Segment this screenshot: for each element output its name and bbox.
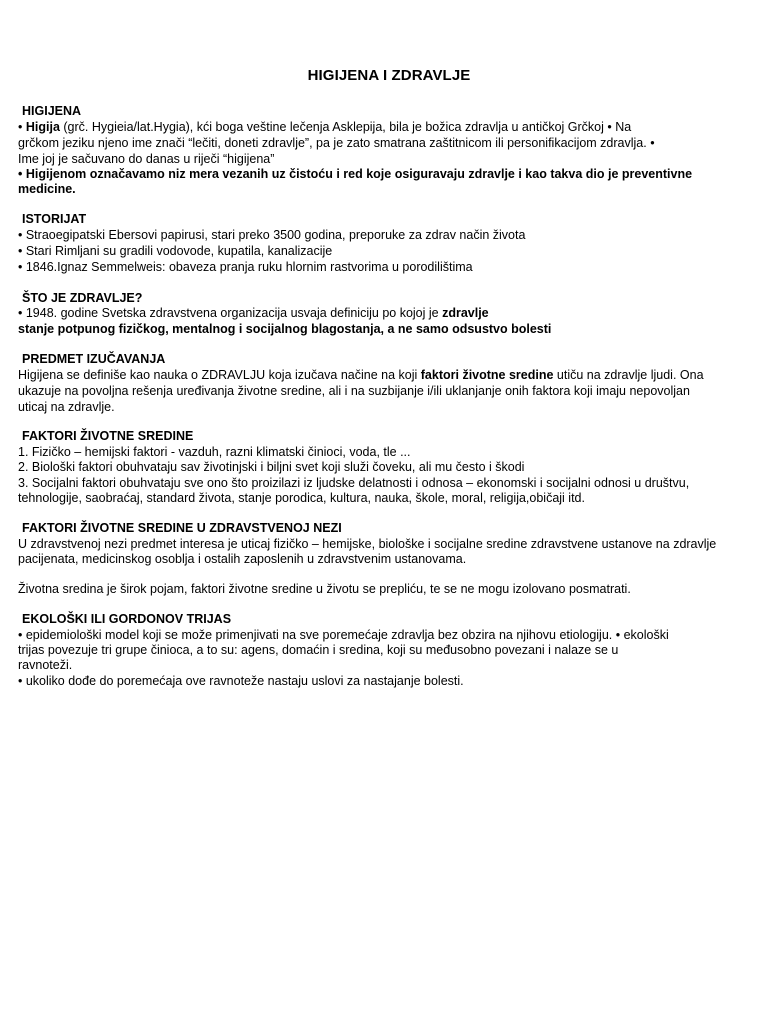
paragraph-line: trijas povezuje tri grupe činioca, a to su: agens, domaćin i sredina, koji su međusobno povezani i nalaze se u	[18, 643, 619, 657]
section-heading-higijena: HIGIJENA	[22, 104, 82, 118]
paragraph-line: uticaj na zdravlje.	[18, 400, 115, 414]
section-heading-predmet-izucavanja: PREDMET IZUČAVANJA	[22, 352, 166, 366]
bold-paragraph-line: medicine.	[18, 182, 76, 196]
text-run: (grč. Hygieia/lat.Hygia), kći boga veštine lečenja Asklepija, bila je božica zdravlja u antičkoj Grčkoj • Na	[59, 120, 632, 134]
bold-term: Higija	[25, 120, 60, 134]
list-item: • Straoegipatski Ebersovi papirusi, stari preko 3500 godina, preporuke za zdrav način života	[18, 228, 526, 242]
section-heading-istorijat: ISTORIJAT	[22, 212, 87, 226]
paragraph-line	[18, 367, 704, 383]
bold-term: faktori životne sredine	[420, 368, 554, 382]
paragraph-line: pacijenata, medicinskog osoblja i ostalih zaposlenih u zdravstvenim ustanovama.	[18, 552, 467, 566]
list-item: • Stari Rimljani su gradili vodovode, kupatila, kanalizacije	[18, 244, 333, 258]
paragraph-line: U zdravstvenoj nezi predmet interesa je uticaj fizičko – hemijske, biološke i socijalne sredine zdravstvene ustanove na zdravlje	[18, 537, 717, 551]
section-heading-zdravstvena-nega: FAKTORI ŽIVOTNE SREDINE U ZDRAVSTVENOJ NEZI	[22, 521, 342, 535]
section-heading-sto-je-zdravlje: ŠTO JE ZDRAVLJE?	[22, 291, 143, 305]
text-run: • 1948. godine Svetska zdravstvena organizacija usvaja definiciju po kojoj je	[18, 306, 443, 320]
section-heading-faktori-zivotne-sredine: FAKTORI ŽIVOTNE SREDINE	[22, 429, 194, 443]
list-item: 2. Biološki faktori obuhvataju sav životinjski i biljni svet koji služi čoveku, ali mu često i škodi	[18, 460, 525, 474]
text-run: Higijena se definiše kao nauka o ZDRAVLJU koja izučava načine na koji	[18, 368, 421, 382]
section-heading-gordonov-trijas: EKOLOŠKI ILI GORDONOV TRIJAS	[22, 612, 232, 626]
paragraph-line: Ime joj je sačuvano do danas u riječi “higijena”	[18, 152, 275, 166]
list-item: 3. Socijalni faktori obuhvataju sve ono što proizilazi iz ljudske delatnosti i odnosa – ekonomski i socijalni odnosi u društvu,	[18, 476, 690, 490]
paragraph-line: • ukoliko dođe do poremećaja ove ravnoteže nastaju uslovi za nastajanje bolesti.	[18, 674, 464, 688]
paragraph-line: ukazuje na povoljna rešenja uređivanja životne sredine, ali i na suzbijanje i/ili uklanjanje onih faktora koji imaju nepovoljan	[18, 384, 690, 398]
paragraph-line: Životna sredina je širok pojam, faktori životne sredine u životu se prepliću, te se ne mogu izolovano posmatrati.	[18, 582, 631, 596]
bold-term: zdravlje	[442, 306, 489, 320]
paragraph-line: ravnoteži.	[18, 658, 73, 672]
bold-paragraph-line: • Higijenom označavamo niz mera vezanih uz čistoću i red koje osiguravaju zdravlje i kao takva dio je preventivne	[18, 167, 693, 181]
paragraph-line: • epidemiološki model koji se može primenjivati na sve poremećaje zdravlja bez obzira na njihovu etiologiju. • ekološki	[18, 628, 669, 642]
paragraph-line: grčkom jeziku njeno ime znači “lečiti, doneti zdravlje”, pa je zato smatrana zaštitnicom ili personifikacijom zdravlja. •	[18, 136, 655, 150]
list-item: tehnologije, saobraćaj, standard života, stanje porodica, kultura, nauka, škole, moral, religija,običaji itd.	[18, 491, 585, 505]
bold-paragraph-line: stanje potpunog fizičkog, mentalnog i socijalnog blagostanja, a ne samo odsustvo bolesti	[18, 322, 552, 336]
bullet: •	[18, 120, 26, 134]
text-run: utiču na zdravlje ljudi. Ona	[553, 368, 704, 382]
list-item: 1. Fizičko – hemijski faktori - vazduh, razni klimatski činioci, voda, tle ...	[18, 445, 411, 459]
list-item: • 1846.Ignaz Semmelweis: obaveza pranja ruku hlornim rastvorima u porodilištima	[18, 260, 473, 274]
document-title: HIGIJENA I ZDRAVLJE	[307, 67, 471, 84]
paragraph-line	[18, 119, 631, 135]
paragraph-line	[18, 305, 489, 321]
